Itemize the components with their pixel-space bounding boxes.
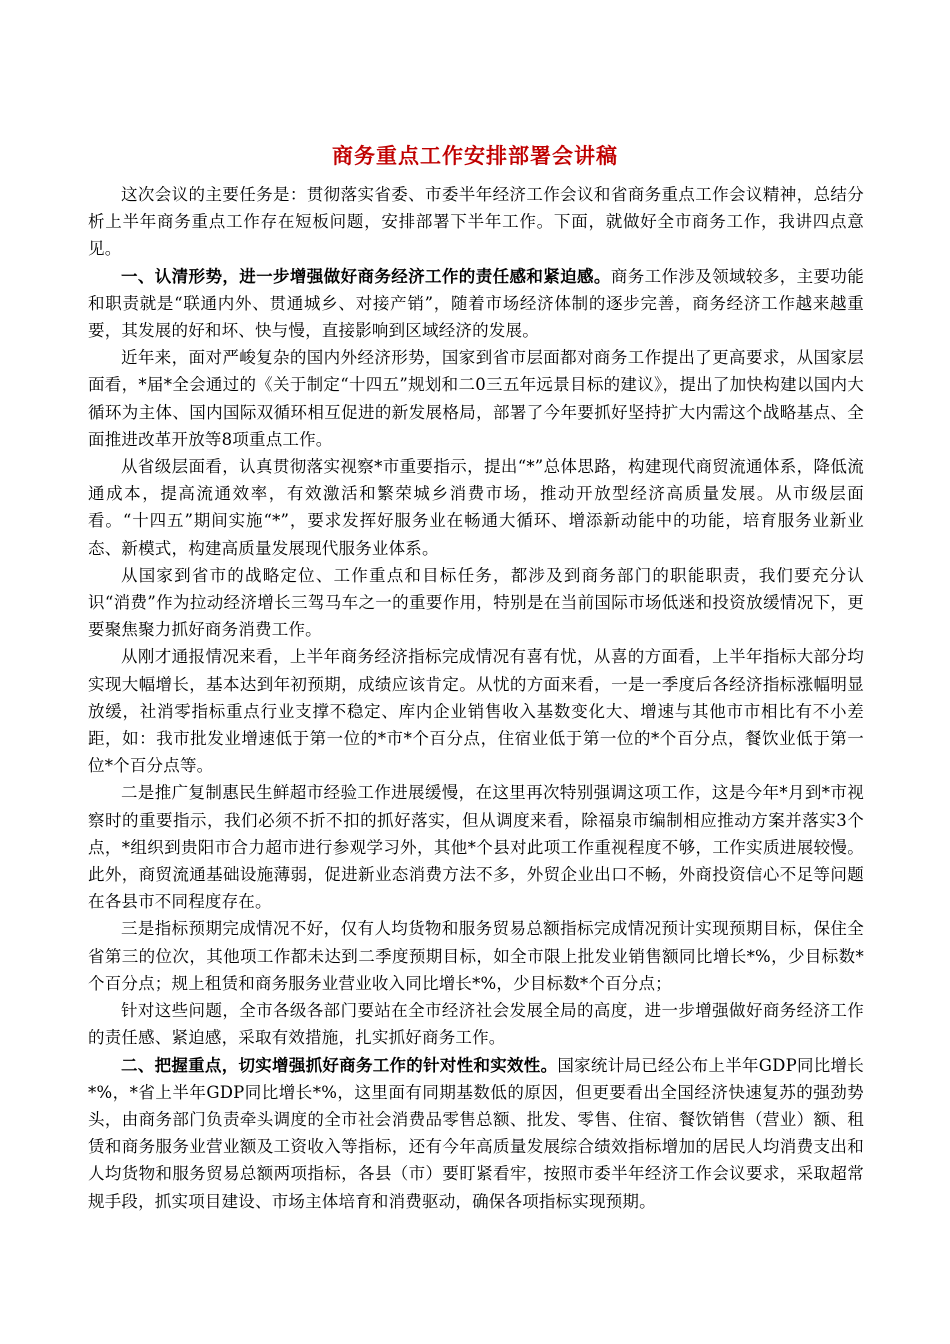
paragraph-provincial-level [88, 453, 864, 562]
paragraph-text: 这次会议的主要任务是：贯彻落实省委、市委半年经济工作会议和省商务重点工作会议精神，总结分析上半年商务重点工作存在短板问题，安排部署下半年工作。下面，就做好全市商务工作，我讲四点意见。 [88, 185, 864, 259]
paragraph-strategic-positioning [88, 562, 864, 644]
paragraph-section-1 [88, 263, 864, 345]
paragraph-fresh-supermarket [88, 779, 864, 915]
section-heading: 二、把握重点，切实增强抓好商务工作的针对性和实效性。 [121, 1055, 558, 1075]
paragraph-text: 近年来，面对严峻复杂的国内外经济形势，国家到省市层面都对商务工作提出了更高要求，从国家层面看，*届*全会通过的《关于制定“十四五”规划和二0三五年远景目标的建议》，提出了加快构建以国内大循环为主体、国内国际双循环相互促进的新发展格局，部署了今年要抓好坚持扩大内需这个战略基点、全面推进改革开放等8项重点工作。 [88, 348, 864, 449]
paragraph-section-2 [88, 1052, 864, 1215]
paragraph-text: 针对这些问题，全市各级各部门要站在全市经济社会发展全局的高度，进一步增强做好商务经济工作的责任感、紧迫感，采取有效措施，扎实抓好商务工作。 [88, 1001, 864, 1048]
paragraph-text: 从省级层面看，认真贯彻落实视察*市重要指示，提出“*”总体思路，构建现代商贸流通体系，降低流通成本，提高流通效率，有效激活和繁荣城乡消费市场，推动开放型经济高质量发展。从市级层面看。“十四五”期间实施“*”，要求发挥好服务业在畅通大循环、增添新动能中的功能，培育服务业新业态、新模式，构建高质量发展现代服务业体系。 [88, 457, 864, 558]
paragraph-text: 二是推广复制惠民生鲜超市经验工作进展缓慢，在这里再次特别强调这项工作，这是今年*月到*市视察时的重要指示，我们必须不折不扣的抓好落实，但从调度来看，除福泉市编制相应推动方案并落实3个点，*组织到贵阳市合力超市进行参观学习外，其他*个县对此项工作重视程度不够，工作实质进展较慢。此外，商贸流通基础设施薄弱，促进新业态消费方法不多，外贸企业出口不畅，外商投资信心不足等问题在各县市不同程度存在。 [88, 783, 864, 912]
paragraph-national-level [88, 344, 864, 453]
paragraph-text: 从刚才通报情况来看，上半年商务经济指标完成情况有喜有忧，从喜的方面看，上半年指标大部分均实现大幅增长，基本达到年初预期，成绩应该肯定。从忧的方面来看，一是一季度后各经济指标涨幅明显放缓，社消零指标重点行业支撑不稳定、库内企业销售收入基数变化大、增速与其他市市相比有不小差距，如：我市批发业增速低于第一位的*市*个百分点，住宿业低于第一位的*个百分点，餐饮业低于第一位*个百分点等。 [88, 647, 864, 776]
paragraph-first-half-report [88, 643, 864, 779]
paragraph-text: 从国家到省市的战略定位、工作重点和目标任务，都涉及到商务部门的职能职责，我们要充分认识“消费”作为拉动经济增长三驾马车之一的重要作用，特别是在当前国际市场低迷和投资放缓情况下，更要聚焦聚力抓好商务消费工作。 [88, 565, 864, 640]
paragraph-indicator-expectation [88, 915, 864, 997]
paragraph-intro [88, 181, 864, 263]
paragraph-text: 三是指标预期完成情况不好，仅有人均货物和服务贸易总额指标完成情况预计实现预期目标，保住全省第三的位次，其他项工作都未达到二季度预期目标，如全市限上批发业销售额同比增长*%，少目标数*个百分点；规上租赁和商务服务业营业收入同比增长*%，少目标数*个百分点； [88, 919, 864, 993]
paragraph-text: 国家统计局已经公布上半年GDP同比增长*%，*省上半年GDP同比增长*%，这里面有同期基数低的原因，但更要看出全国经济快速复苏的强劲势头，由商务部门负责牵头调度的全市社会消费品零售总额、批发、零售、住宿、餐饮销售（营业）额、租赁和商务服务业营业额及工资收入等指标，还有今年高质量发展综合绩效指标增加的居民人均消费支出和人均货物和服务贸易总额两项指标，各县（市）要盯紧看牢，按照市委半年经济工作会议要求，采取超常规手段，抓实项目建设、市场主体培育和消费驱动，确保各项指标实现预期。 [88, 1055, 864, 1211]
section-heading: 一、认清形势，进一步增强做好商务经济工作的责任感和紧迫感。 [121, 266, 611, 286]
paragraph-response [88, 997, 864, 1051]
document-title: 商务重点工作安排部署会讲稿 [332, 143, 618, 168]
document-body [88, 181, 864, 1215]
paragraph-text: 商务工作涉及领域较多，主要功能和职责就是“联通内外、贯通城乡、对接产销”，随着市场经济体制的逐步完善，商务经济工作越来越重要，其发展的好和坏、快与慢，直接影响到区域经济的发展。 [88, 266, 864, 341]
